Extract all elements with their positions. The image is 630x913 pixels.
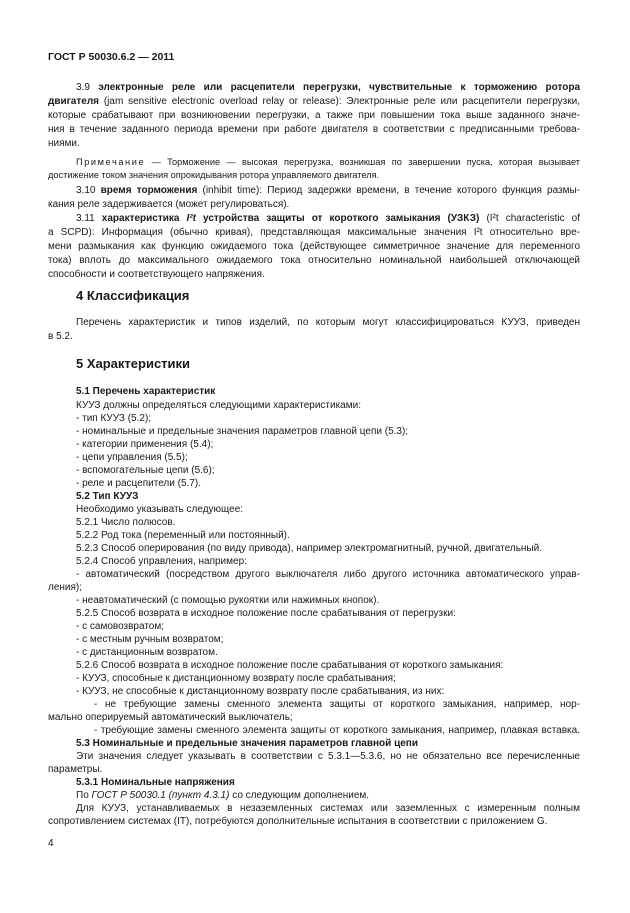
page-number: 4 [48, 838, 54, 849]
s531-line2: Для КУУЗ, устанавливаемых в незаземленных системах или заземленных с измеренным полным [76, 803, 580, 814]
s39-text: (jam sensitive electronic overload relay or release): Электронные реле или расцепители перегрузки, [103, 96, 580, 107]
s311-line4: тока) вплоть до максимального ожидаемого тока относительно номинальной наибольшей отключающей [48, 255, 580, 266]
s526-item-b2: - требующие замены сменного элемента защиты от короткого замыкания, например, плавкая вставка. [94, 725, 580, 736]
s522: 5.2.2 Род тока (переменный или постоянный). [76, 530, 290, 541]
s524-item-b: - неавтоматический (с помощью рукоятки или нажимных кнопок). [76, 595, 380, 606]
section5-title: 5 Характеристики [76, 356, 191, 371]
s53-title: 5.3 Номинальные и предельные значения параметров главной цепи [76, 738, 418, 749]
note-line1 [76, 156, 580, 169]
s311-line3: мени размыкания как функцию ожидаемого тока (действующее симметричное значение для переменного [48, 241, 580, 252]
s526-item-a: - КУУЗ, способные к дистанционному возврату после срабатывания; [76, 673, 396, 684]
s310-line2: кания реле задерживается (может регулироваться). [48, 199, 290, 210]
s39-term-cont: двигателя [48, 96, 100, 107]
note-line2: достижение током значения опрокидывания ротора управляемого двигателя. [48, 170, 380, 180]
s531-text-a: По [76, 790, 89, 801]
s53-line1: Эти значения следует указывать в соответствии с 5.3.1—5.3.6, но не обязательно все перечисленные [76, 751, 580, 762]
s311-term-c: устройства защиты от короткого замыкания (УЗКЗ) [203, 213, 480, 224]
section4-title: 4 Классификация [76, 288, 190, 303]
s39-line2 [48, 95, 580, 108]
s311-line1 [76, 212, 580, 225]
list-item: - вспомогательные цепи (5.6); [76, 465, 215, 476]
s524: 5.2.4 Способ управления, например: [76, 556, 247, 567]
s311-number: 3.11 [76, 213, 95, 224]
list-item: - категории применения (5.4); [76, 439, 214, 450]
list-item: - тип КУУЗ (5.2); [76, 413, 152, 424]
s531-line1 [76, 789, 580, 802]
s526-item-b: - КУУЗ, не способные к дистанционному возврату после срабатывания, из них: [76, 686, 445, 697]
s39-number: 3.9 [76, 82, 90, 93]
list-item: - цепи управления (5.5); [76, 452, 188, 463]
s531-reference-clause: (пункт 4.3.1) [168, 790, 230, 801]
s531-reference: ГОСТ Р 50030.1 [91, 790, 166, 801]
s521: 5.2.1 Число полюсов. [76, 517, 176, 528]
s52-title: 5.2 Тип КУУЗ [76, 491, 139, 502]
document-header: ГОСТ Р 50030.6.2 — 2011 [48, 51, 175, 63]
s531-line3: сопротивлением системах (IT), потребуются дополнительные испытания в соответствии с приложением G. [48, 816, 548, 827]
list-item: - с самовозвратом; [76, 621, 165, 632]
s310-text: (inhibit time): Период задержки времени, в течение которого функция размы- [202, 185, 580, 196]
s525: 5.2.5 Способ возврата в исходное положение после срабатывания от перегрузки: [76, 608, 456, 619]
s39-line5: ниями. [48, 138, 80, 149]
s39-line4: ния в течение заданного периода времени при работе двигателя в соответствии с предписанными требова- [48, 124, 580, 135]
list-item: - с дистанционным возвратом. [76, 647, 218, 658]
list-item: - реле и расцепители (5.7). [76, 478, 201, 489]
s51-intro: КУУЗ должны определяться следующими характеристиками: [76, 400, 361, 411]
s39-line1 [76, 81, 580, 94]
s531-text-b: со следующим дополнением. [232, 790, 370, 801]
section4-line1: Перечень характеристик и типов изделий, по которым могут классифицироваться КУУЗ, приведен [76, 317, 580, 328]
s531-title: 5.3.1 Номинальные напряжения [76, 777, 235, 788]
s39-term: электронные реле или расцепители перегрузки, чувствительные к торможению ротора [98, 82, 580, 93]
s310-line1 [76, 184, 580, 197]
s51-title: 5.1 Перечень характеристик [76, 386, 216, 397]
s526-item-b1: - не требующие замены сменного элемента защиты от короткого замыкания, например, нор- [94, 699, 580, 710]
list-item: - с местным ручным возвратом; [76, 634, 224, 645]
s311-term-i2t: I²t [186, 213, 196, 224]
s53-line2: параметры. [48, 764, 103, 775]
s526: 5.2.6 Способ возврата в исходное положение после срабатывания от короткого замыкания: [76, 660, 504, 671]
s310-number: 3.10 [76, 185, 96, 196]
s524-item-a-cont: ления); [48, 582, 83, 593]
note-label: Примечание [76, 157, 146, 167]
note-text: — Торможение — высокая перегрузка, возникшая по завершении пуска, которая вызывает [151, 157, 580, 167]
section4-line2: в 5.2. [48, 331, 73, 342]
s524-item-a: - автоматический (посредством другого выключателя либо другого источника автоматического управ- [76, 569, 580, 580]
s311-term-a: характеристика [101, 213, 180, 224]
s39-line3: которые срабатывают при возникновении перегрузки, а также при повышении тока выше заданного значе- [48, 110, 580, 121]
s311-tail: (I²t characteristic of [486, 213, 580, 224]
s311-line2: a SCPD): Информация (обычно кривая), представляющая максимальные значения I²t относительно вре- [48, 227, 580, 238]
s52-intro: Необходимо указывать следующее: [76, 504, 244, 515]
s310-term: время торможения [100, 185, 198, 196]
s523: 5.2.3 Способ оперирования (по виду привода), например электромагнитный, ручной, двигательный. [76, 543, 542, 554]
s311-line5: способности и соответствующего напряжения. [48, 269, 265, 280]
s526-item-b1-cont: мально оперируемый автоматический выключатель; [48, 712, 293, 723]
list-item: - номинальные и предельные значения параметров главной цепи (5.3); [76, 426, 409, 437]
